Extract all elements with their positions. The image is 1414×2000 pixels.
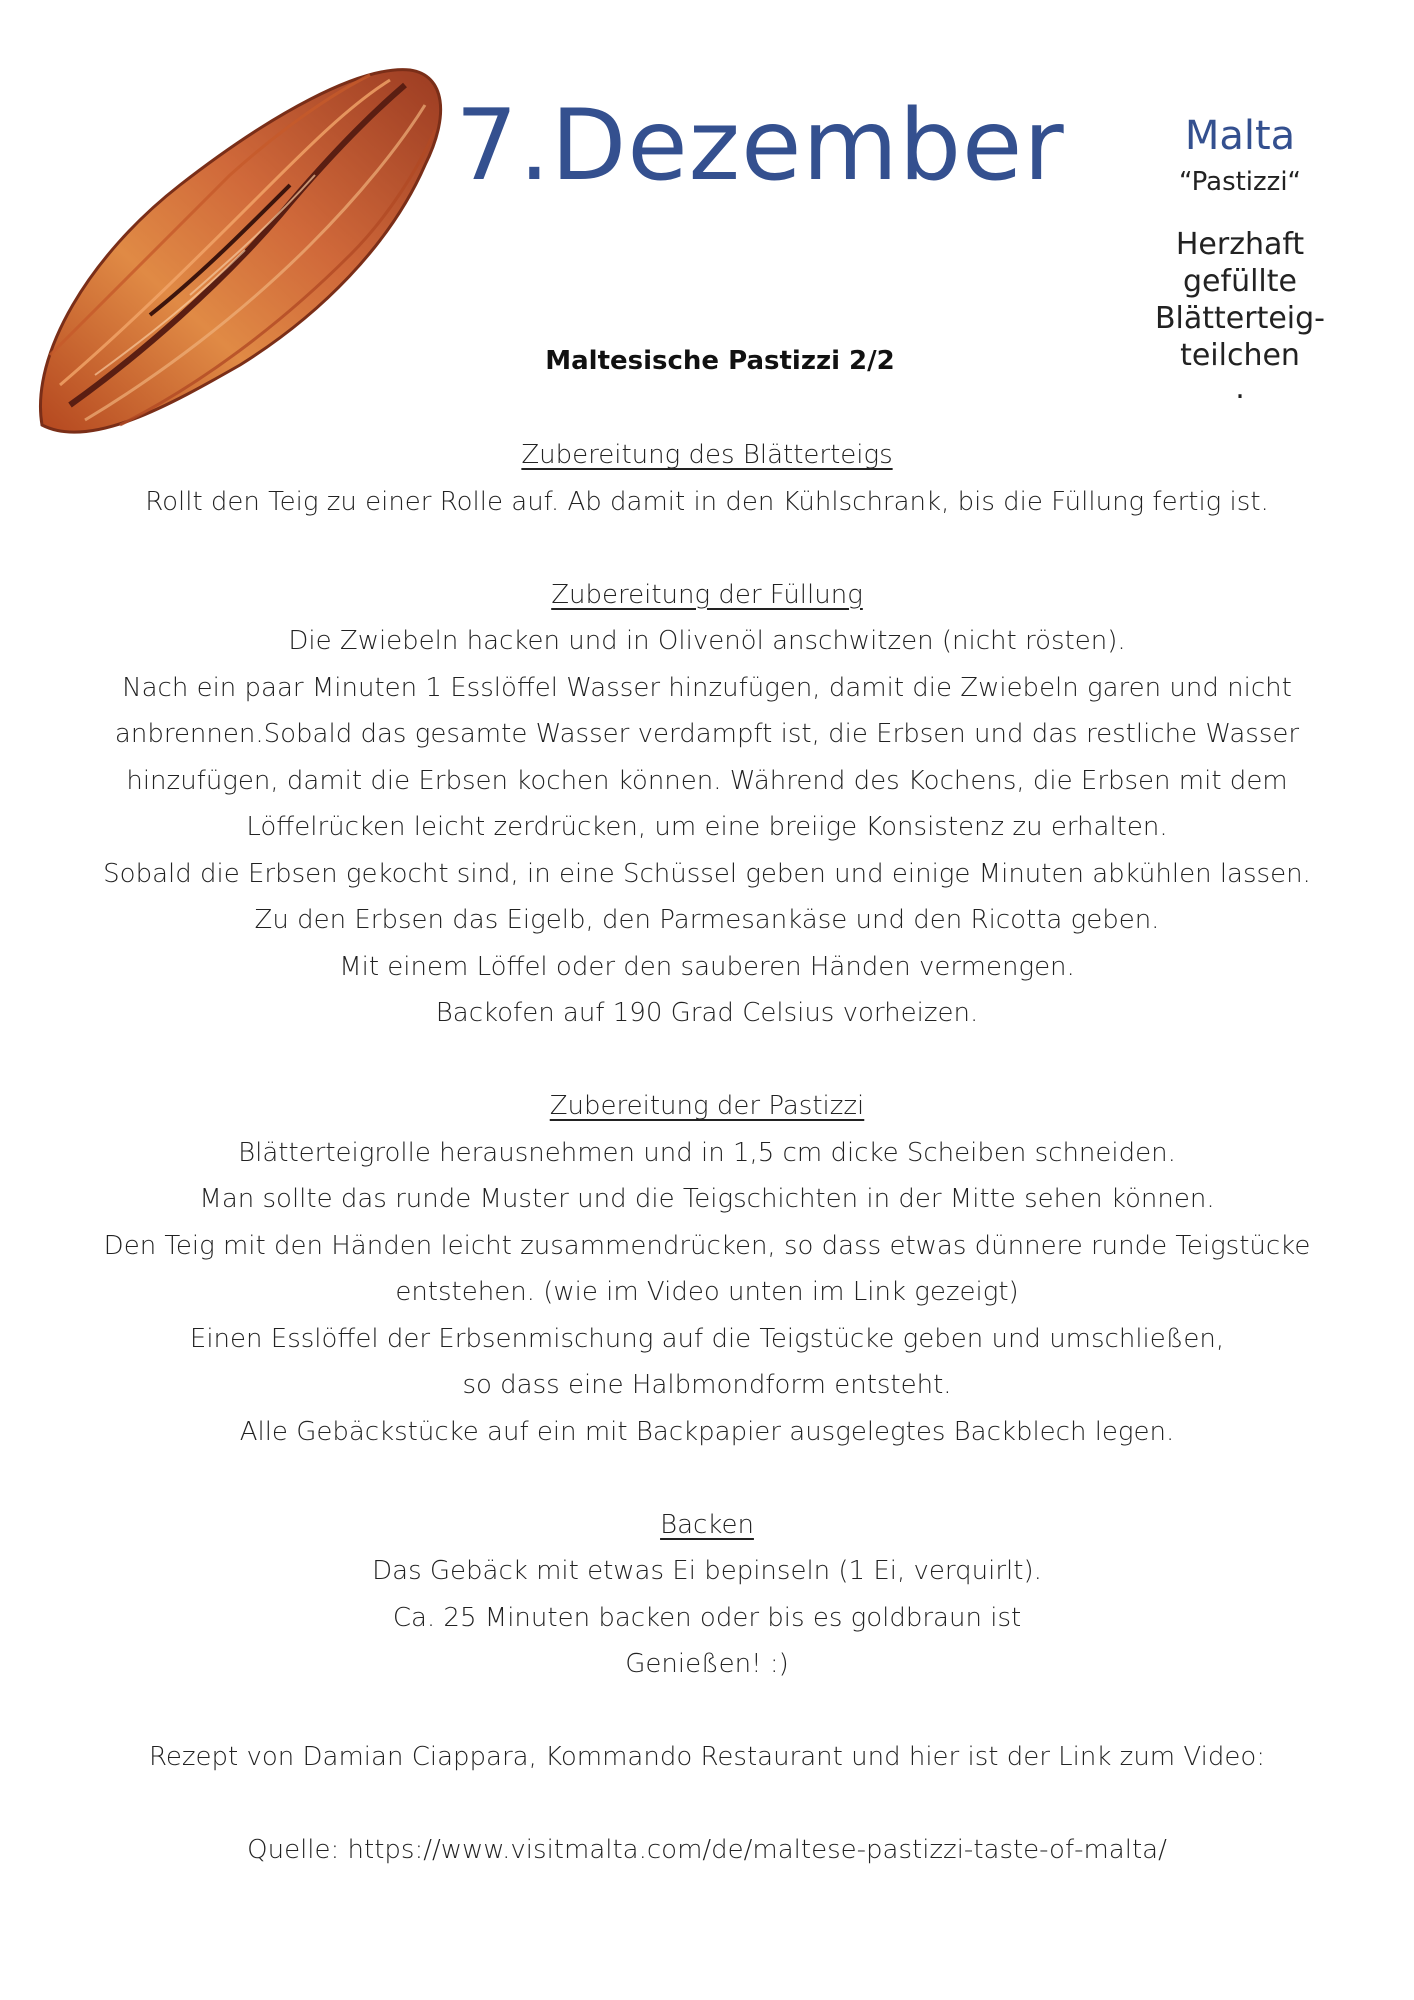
dish-description-line: . (1235, 371, 1245, 406)
recipe-line: Den Teig mit den Händen leicht zusammendrücken, so dass etwas dünnere runde Teigstücke (103, 1230, 1311, 1261)
spacer (50, 1037, 1364, 1084)
date-title: 7.Dezember (455, 89, 1065, 203)
recipe-line: Das Gebäck mit etwas Ei bepinseln (1 Ei, verquirlt). (372, 1556, 1042, 1586)
dish-description-line: teilchen (1180, 338, 1300, 373)
side-info (1130, 110, 1350, 404)
recipe-line: Genießen! :) (625, 1649, 789, 1679)
recipe-line: Einen Esslöffel der Erbsenmischung auf die Teigstücke geben und umschließen, (189, 1323, 1225, 1354)
recipe-line: Die Zwiebeln hacken und in Olivenöl anschwitzen (nicht rösten). (288, 626, 1126, 656)
recipe-title: Maltesische Pastizzi 2/2 (545, 346, 895, 376)
recipe-line: Alle Gebäckstücke auf ein mit Backpapier ausgelegtes Backblech legen. (239, 1416, 1175, 1447)
recipe-line: Blätterteigrolle herausnehmen und in 1,5 cm dicke Scheiben schneiden. (238, 1137, 1176, 1168)
spacer (50, 1781, 1364, 1828)
section-heading-dough: Zubereitung des Blätterteigs (521, 440, 893, 470)
recipe-line: so dass eine Halbmondform entsteht. (462, 1370, 952, 1400)
source-link[interactable]: Quelle: https://www.visitmalta.com/de/maltese-pastizzi-taste-of-malta/ (247, 1835, 1167, 1865)
spacer (50, 525, 1364, 572)
recipe-line: Nach ein paar Minuten 1 Esslöffel Wasser hinzufügen, damit die Zwiebeln garen und nicht (122, 672, 1292, 703)
recipe-line: Sobald die Erbsen gekocht sind, in eine Schüssel geben und einige Minuten abkühlen lassen. (103, 858, 1311, 889)
dish-name: “Pastizzi“ (1178, 167, 1302, 197)
pastizzi-illustration (30, 55, 450, 445)
spacer (50, 1688, 1364, 1735)
country-name: Malta (1184, 113, 1296, 159)
recipe-line: hinzufügen, damit die Erbsen kochen können. Während des Kochens, die Erbsen mit dem (126, 765, 1288, 796)
recipe-line: Mit einem Löffel oder den sauberen Händen vermengen. (339, 951, 1075, 982)
dish-description-line: gefüllte (1183, 264, 1297, 299)
recipe-line: Man sollte das runde Muster und die Teigschichten in der Mitte sehen können. (199, 1184, 1215, 1214)
recipe-line: Zu den Erbsen das Eigelb, den Parmesankäse und den Ricotta geben. (254, 905, 1160, 935)
recipe-line: Backofen auf 190 Grad Celsius vorheizen. (435, 998, 979, 1028)
recipe-credit: Rezept von Damian Ciappara, Kommando Restaurant und hier ist der Link zum Video: (148, 1742, 1266, 1772)
recipe-body (50, 432, 1364, 1874)
recipe-line: anbrennen.Sobald das gesamte Wasser verdampft ist, die Erbsen und das restliche Wasser (114, 719, 1300, 749)
section-heading-baking: Backen (660, 1509, 754, 1540)
dish-description-line: Herzhaft (1175, 227, 1305, 262)
recipe-line: Ca. 25 Minuten backen oder bis es goldbraun ist (392, 1602, 1022, 1633)
spacer (50, 1455, 1364, 1502)
section-heading-pastizzi: Zubereitung der Pastizzi (549, 1091, 865, 1121)
pastry-drawing (30, 55, 450, 445)
section-heading-filling: Zubereitung der Füllung (551, 579, 863, 610)
recipe-line: Löffelrücken leicht zerdrücken, um eine breiige Konsistenz zu erhalten. (246, 812, 1168, 842)
recipe-line: entstehen. (wie im Video unten im Link gezeigt) (395, 1277, 1019, 1307)
dish-description-line: Blätterteig- (1154, 301, 1326, 336)
recipe-line: Rollt den Teig zu einer Rolle auf. Ab damit in den Kühlschrank, bis die Füllung fertig ist. (145, 486, 1269, 517)
